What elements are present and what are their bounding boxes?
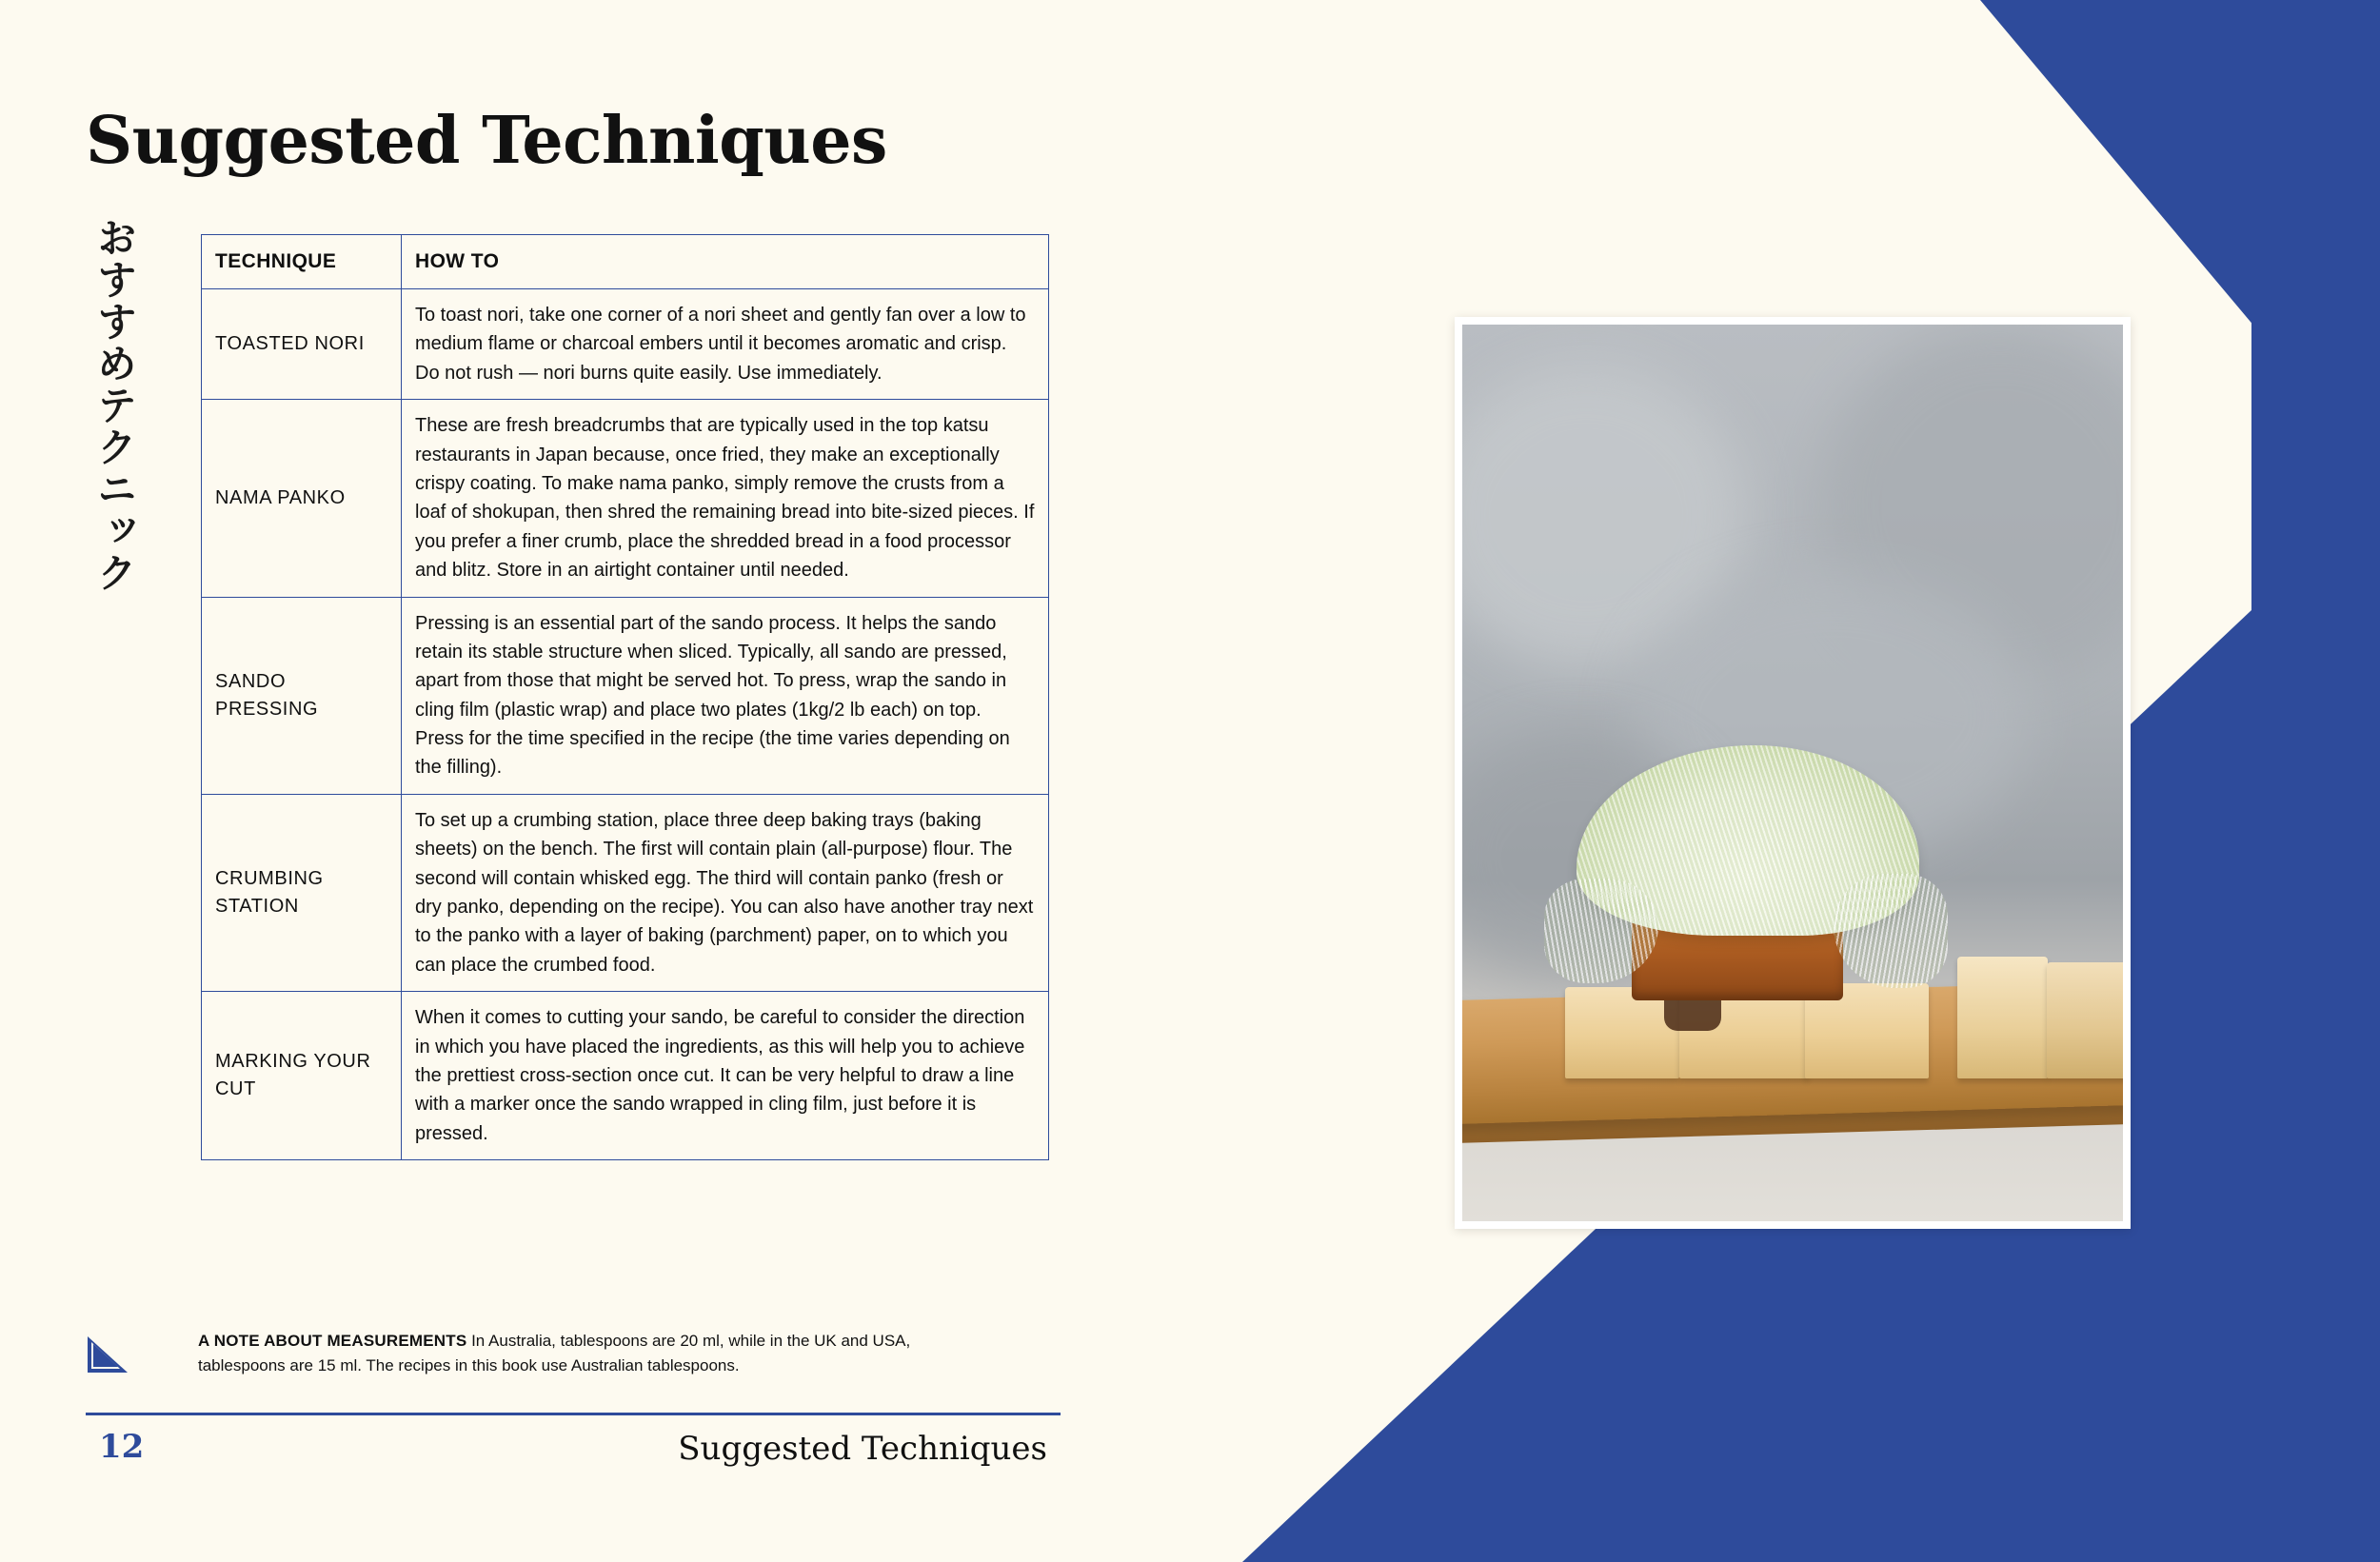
photo-cabbage-overflow-right [1834,874,1948,988]
vertical-japanese-label: おすすめテクニック [91,217,138,594]
table-row [202,992,1049,1160]
technique-name: CRUMBING STATION [202,794,402,991]
recipe-photo-frame [1455,317,2131,1229]
page-number: 12 [99,1428,145,1466]
photo-bread-slice [2047,962,2123,1078]
technique-how-to: To toast nori, take one corner of a nori sheet and gently fan over a low to medium flame or charcoal embers until it becomes aromatic and crisp. Do not rush — nori burns quite easily. Use immediately. [402,289,1049,400]
technique-how-to: When it comes to cutting your sando, be careful to consider the direction in which you have placed the ingredients, as this will help you to achieve the prettiest cross-section once cut. It can be very helpful to draw a line with a marker once the sando wrapped in cling film, just before it is pressed. [402,992,1049,1160]
technique-how-to: These are fresh breadcrumbs that are typically used in the top katsu restaurants in Japan because, once fried, they make an exceptionally crispy coating. To make nama panko, simply remove the crusts from a loaf of shokupan, then shred the remaining bread into bite-sized pieces. If you prefer a finer crumb, place the shredded bread in a food processor and blitz. Store in an airtight container until needed. [402,400,1049,597]
table-row [202,794,1049,991]
decorative-blue-band-right [2251,0,2380,1562]
footer-title: Suggested Techniques [678,1430,1047,1468]
technique-how-to: To set up a crumbing station, place three deep baking trays (baking sheets) on the bench. The first will contain plain (all-purpose) flour. The second will contain whisked egg. The third will contain panko (fresh or dry panko, depending on the recipe). You can also have another tray next to the panko with a layer of baking (parchment) paper, on to which you can place the crumbed food. [402,794,1049,991]
technique-how-to: Pressing is an essential part of the sando process. It helps the sando retain its stable structure when sliced. Typically, all sando are pressed, apart from those that might be served hot. To press, wrap the sando in cling film (plastic wrap) and place two plates (1kg/2 lb each) on top. Press for the time specified in the recipe (the time varies depending on the filling). [402,597,1049,794]
technique-name: TOASTED NORI [202,289,402,400]
footer-divider [86,1413,1061,1415]
photo-bread-slice [1565,987,1679,1078]
table-header-row [202,235,1049,289]
measurements-note-label: A NOTE ABOUT MEASUREMENTS [198,1332,467,1350]
photo-bread-slice [1957,957,2048,1078]
page-title: Suggested Techniques [86,102,887,179]
table-row [202,289,1049,400]
techniques-table [201,234,1049,1160]
note-flag-icon [86,1329,135,1378]
measurements-note-body: In Australia, tablespoons are 20 ml, while in the UK and USA, tablespoons are 15 ml. The recipes in this book use Australian tablespoons. [198,1332,911,1374]
technique-name: MARKING YOUR CUT [202,992,402,1160]
recipe-photo [1462,325,2123,1221]
table-row [202,400,1049,597]
measurements-note [198,1329,988,1377]
table-row [202,597,1049,794]
column-header-technique: TECHNIQUE [202,235,402,289]
technique-name: NAMA PANKO [202,400,402,597]
column-header-how-to: HOW TO [402,235,1049,289]
technique-name: SANDO PRESSING [202,597,402,794]
